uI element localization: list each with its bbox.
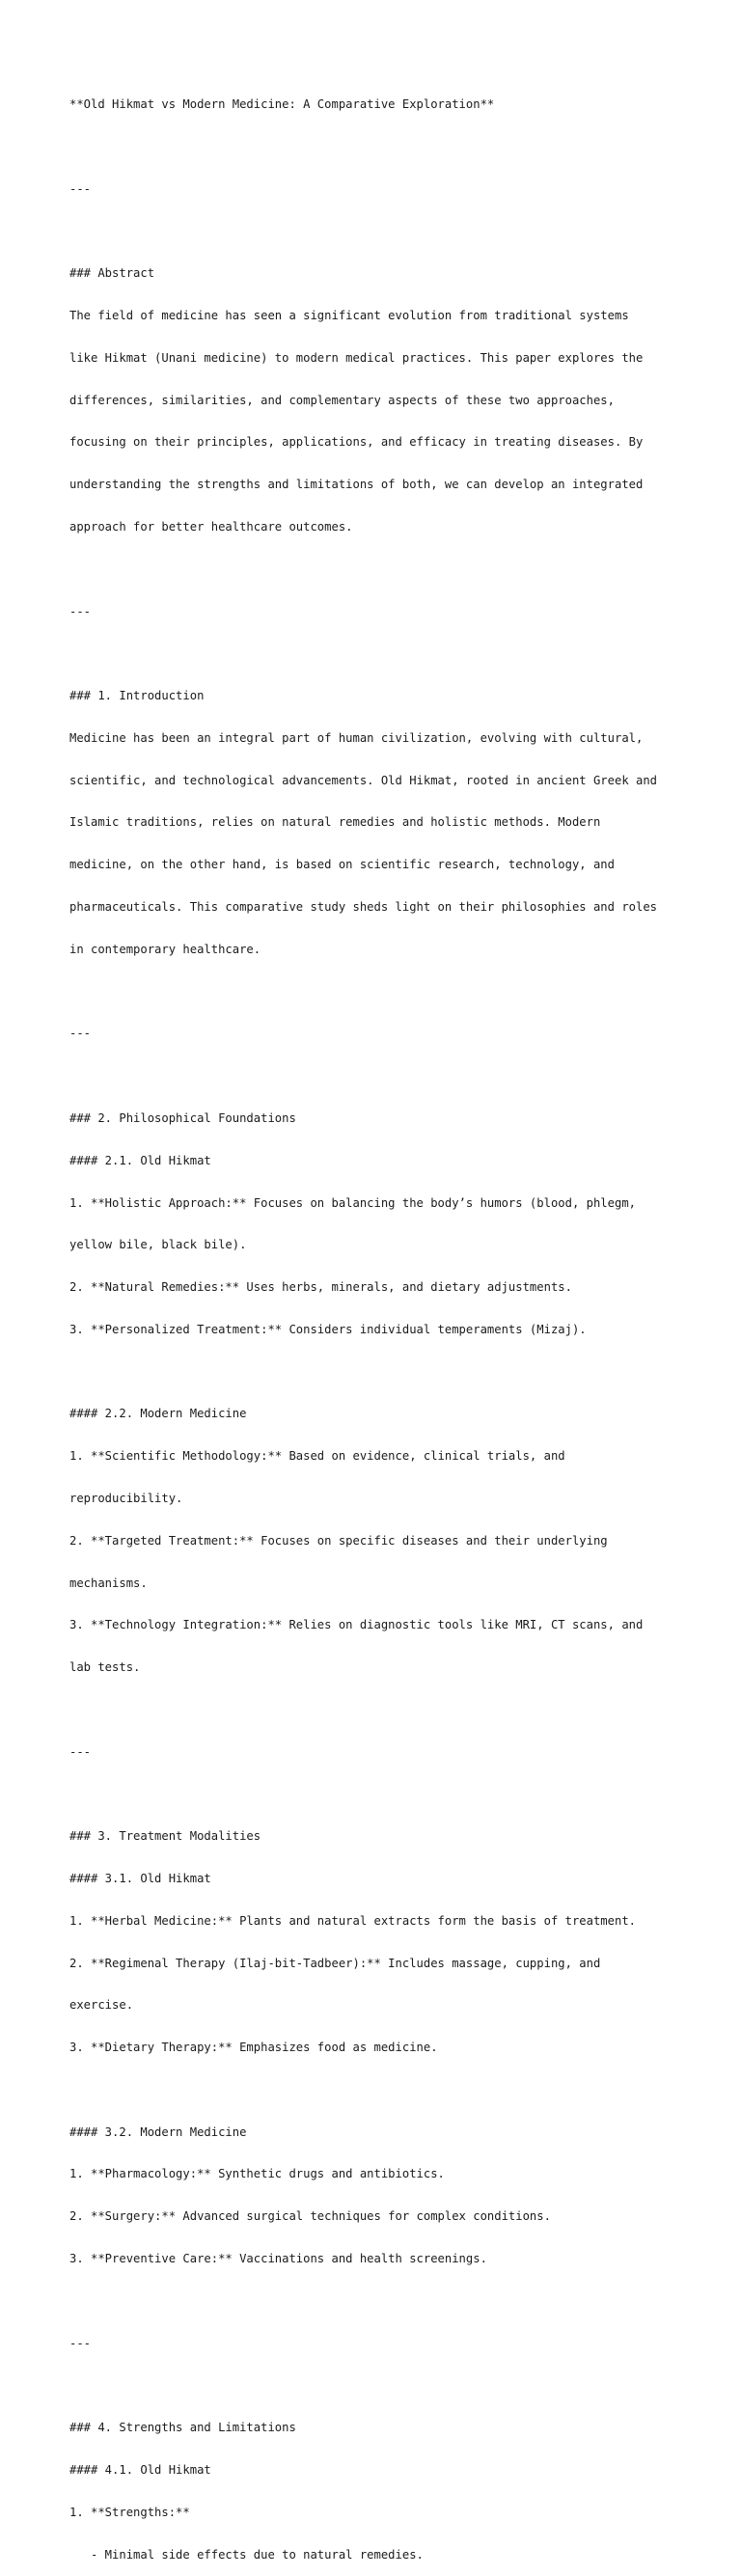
paragraph-line: in contemporary healthcare. [69, 942, 261, 956]
separator: --- [69, 1744, 92, 1759]
blank-line [69, 562, 687, 577]
list-item: 3. **Preventive Care:** Vaccinations and health screenings. [69, 2252, 487, 2266]
separator: --- [69, 1027, 92, 1041]
blank-line [69, 646, 687, 661]
section-heading-treatment-modalities: ### 3. Treatment Modalities [69, 1829, 261, 1844]
blank-line [69, 1365, 687, 1380]
subsection-heading: #### 4.1. Old Hikmat [69, 2462, 211, 2477]
list-item-continuation: exercise. [69, 1998, 134, 2013]
list-item: 2. **Surgery:** Advanced surgical techniques for complex conditions. [69, 2209, 551, 2224]
paragraph-line: Islamic traditions, relies on natural remedies and holistic methods. Modern [69, 815, 601, 830]
separator: --- [69, 181, 92, 196]
paragraph-line: scientific, and technological advancements. Old Hikmat, rooted in ancient Greek and [69, 773, 658, 787]
subsection-heading: #### 3.2. Modern Medicine [69, 2124, 247, 2139]
list-item: 1. **Herbal Medicine:** Plants and natural extracts form the basis of treatment. [69, 1913, 636, 1928]
document-page [69, 69, 687, 2576]
list-item: 2. **Targeted Treatment:** Focuses on specific diseases and their underlying [69, 1533, 608, 1548]
paragraph-line: The field of medicine has seen a significant evolution from traditional systems [69, 309, 629, 323]
list-item-continuation: lab tests. [69, 1660, 141, 1675]
list-item: 1. **Scientific Methodology:** Based on evidence, clinical trials, and [69, 1449, 565, 1464]
list-item: 3. **Technology Integration:** Relies on diagnostic tools like MRI, CT scans, and [69, 1618, 644, 1632]
subsection-heading: #### 3.1. Old Hikmat [69, 1872, 211, 1885]
separator: --- [69, 604, 92, 618]
subsection-heading: #### 2.1. Old Hikmat [69, 1153, 211, 1167]
blank-line [69, 140, 687, 154]
list-item-continuation: mechanisms. [69, 1576, 148, 1590]
section-heading-philosophical-foundations: ### 2. Philosophical Foundations [69, 1110, 296, 1125]
blank-line [69, 1787, 687, 1801]
blank-line [69, 2294, 687, 2309]
blank-line [69, 1069, 687, 1083]
blank-line [69, 2378, 687, 2393]
list-item: 2. **Natural Remedies:** Uses herbs, minerals, and dietary adjustments. [69, 1280, 572, 1295]
section-heading-introduction: ### 1. Introduction [69, 689, 205, 703]
paragraph-line: differences, similarities, and complementary aspects of these two approaches, [69, 393, 615, 407]
paragraph-line: approach for better healthcare outcomes. [69, 520, 353, 534]
section-heading-strengths-limitations: ### 4. Strengths and Limitations [69, 2421, 296, 2435]
doc-title: **Old Hikmat vs Modern Medicine: A Comparative Exploration** [69, 97, 495, 112]
blank-line [69, 1703, 687, 1717]
subsection-heading: #### 2.2. Modern Medicine [69, 1407, 247, 1421]
list-item-continuation: reproducibility. [69, 1491, 183, 1505]
paragraph-line: like Hikmat (Unani medicine) to modern medical practices. This paper explores the [69, 350, 644, 365]
paragraph-line: understanding the strengths and limitations of both, we can develop an integrated [69, 478, 644, 492]
blank-line [69, 985, 687, 1000]
list-subitem: - Minimal side effects due to natural remedies. [69, 2547, 424, 2562]
list-item: 3. **Dietary Therapy:** Emphasizes food as medicine. [69, 2041, 438, 2055]
paragraph-line: pharmaceuticals. This comparative study sheds light on their philosophies and roles [69, 900, 658, 915]
list-item: 3. **Personalized Treatment:** Considers individual temperaments (Mizaj). [69, 1322, 587, 1336]
list-item-continuation: yellow bile, black bile). [69, 1238, 247, 1252]
separator: --- [69, 2336, 92, 2350]
paragraph-line: focusing on their principles, applications, and efficacy in treating diseases. By [69, 435, 644, 450]
list-item: 1. **Holistic Approach:** Focuses on balancing the body’s humors (blood, phlegm, [69, 1195, 636, 1210]
paragraph-line: Medicine has been an integral part of human civilization, evolving with cultural, [69, 730, 644, 745]
blank-line [69, 225, 687, 239]
list-item: 2. **Regimenal Therapy (Ilaj-bit-Tadbeer):** Includes massage, cupping, and [69, 1956, 601, 1970]
paragraph-line: medicine, on the other hand, is based on scientific research, technology, and [69, 858, 615, 872]
blank-line [69, 2083, 687, 2097]
list-item: 1. **Pharmacology:** Synthetic drugs and antibiotics. [69, 2167, 445, 2181]
section-heading-abstract: ### Abstract [69, 266, 155, 281]
list-item: 1. **Strengths:** [69, 2505, 190, 2519]
